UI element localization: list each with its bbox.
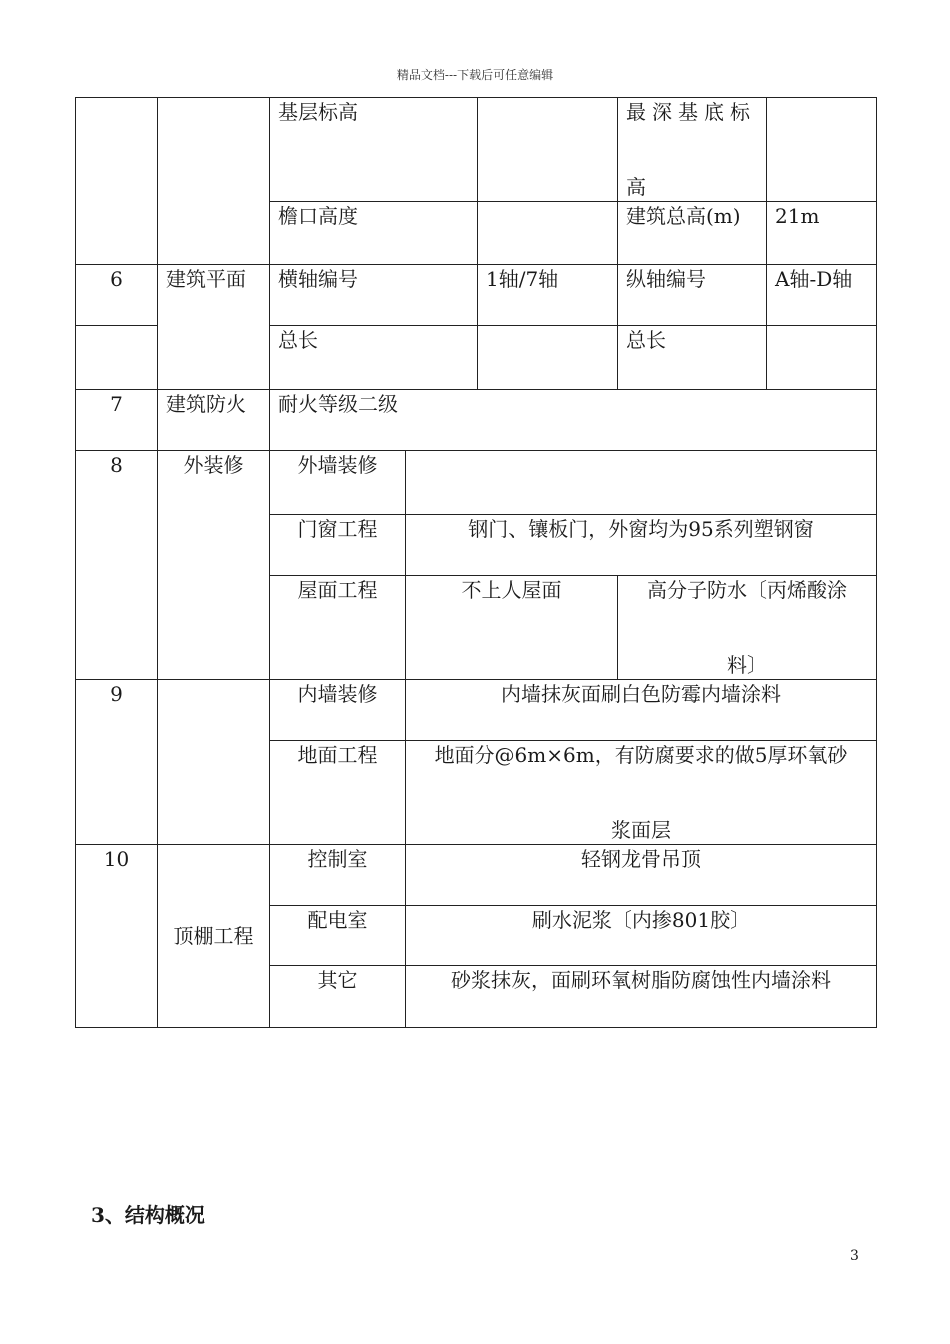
category-cell: 顶棚工程 bbox=[158, 845, 270, 1028]
table-cell bbox=[478, 98, 618, 202]
table-cell: 地面工程 bbox=[270, 741, 406, 845]
table-row bbox=[76, 390, 877, 451]
category-cell: 建筑平面 bbox=[158, 265, 270, 390]
table-cell bbox=[406, 741, 877, 845]
table-cell bbox=[618, 576, 877, 680]
table-cell bbox=[406, 451, 877, 515]
category-cell bbox=[158, 680, 270, 845]
table-cell bbox=[76, 98, 158, 265]
table-cell: 内墙装修 bbox=[270, 680, 406, 741]
table-cell: A轴-D轴 bbox=[767, 265, 877, 326]
table-cell: 横轴编号 bbox=[270, 265, 478, 326]
table-cell: 耐火等级二级 bbox=[270, 390, 877, 451]
page-header: 精品文档---下载后可任意编辑 bbox=[396, 68, 554, 82]
table-cell: 总长 bbox=[618, 326, 767, 390]
building-spec-table bbox=[75, 97, 877, 1028]
table-cell bbox=[618, 98, 767, 202]
table-row bbox=[76, 265, 877, 326]
table-cell: 控制室 bbox=[270, 845, 406, 906]
table-cell: 21m bbox=[767, 202, 877, 265]
row-number: 9 bbox=[76, 680, 158, 845]
row-number: 10 bbox=[76, 845, 158, 1028]
category-cell: 建筑防火 bbox=[158, 390, 270, 451]
cell-text: 高 bbox=[626, 175, 646, 199]
table-cell bbox=[767, 326, 877, 390]
table-cell: 钢门、镶板门，外窗均为95系列塑钢窗 bbox=[406, 515, 877, 576]
table-cell: 檐口高度 bbox=[270, 202, 478, 265]
table-cell: 刷水泥浆〔内掺801胶〕 bbox=[406, 906, 877, 966]
table-cell: 纵轴编号 bbox=[618, 265, 767, 326]
table-cell: 砂浆抹灰，面刷环氧树脂防腐蚀性内墙涂料 bbox=[406, 966, 877, 1028]
table-cell bbox=[767, 98, 877, 202]
table-cell: 配电室 bbox=[270, 906, 406, 966]
cell-text: 最深基底标 bbox=[626, 100, 756, 124]
table-cell: 屋面工程 bbox=[270, 576, 406, 680]
cell-text: 高分子防水〔丙烯酸涂 bbox=[647, 578, 847, 602]
table-row bbox=[76, 98, 877, 202]
table-cell bbox=[478, 202, 618, 265]
section-heading: 3、结构概况 bbox=[91, 1203, 205, 1227]
table-cell: 内墙抹灰面刷白色防霉内墙涂料 bbox=[406, 680, 877, 741]
row-number: 6 bbox=[76, 265, 158, 326]
table-row bbox=[76, 680, 877, 741]
table-cell bbox=[76, 326, 158, 390]
table-cell bbox=[158, 98, 270, 265]
table-cell: 总长 bbox=[270, 326, 478, 390]
row-number: 8 bbox=[76, 451, 158, 680]
page-number: 3 bbox=[850, 1248, 859, 1264]
table-cell: 基层标高 bbox=[270, 98, 478, 202]
cell-text: 浆面层 bbox=[611, 818, 671, 842]
table-cell: 外墙装修 bbox=[270, 451, 406, 515]
table-row bbox=[76, 845, 877, 906]
table-cell bbox=[478, 326, 618, 390]
table-cell: 建筑总高(m) bbox=[618, 202, 767, 265]
table-cell: 轻钢龙骨吊顶 bbox=[406, 845, 877, 906]
table-cell: 不上人屋面 bbox=[406, 576, 618, 680]
row-number: 7 bbox=[76, 390, 158, 451]
table-cell: 其它 bbox=[270, 966, 406, 1028]
table-cell: 1轴/7轴 bbox=[478, 265, 618, 326]
table-cell: 门窗工程 bbox=[270, 515, 406, 576]
cell-text: 料〕 bbox=[727, 653, 767, 677]
cell-text: 地面分@6m×6m，有防腐要求的做5厚环氧砂 bbox=[434, 743, 848, 767]
table-row bbox=[76, 451, 877, 515]
category-cell: 外装修 bbox=[158, 451, 270, 680]
